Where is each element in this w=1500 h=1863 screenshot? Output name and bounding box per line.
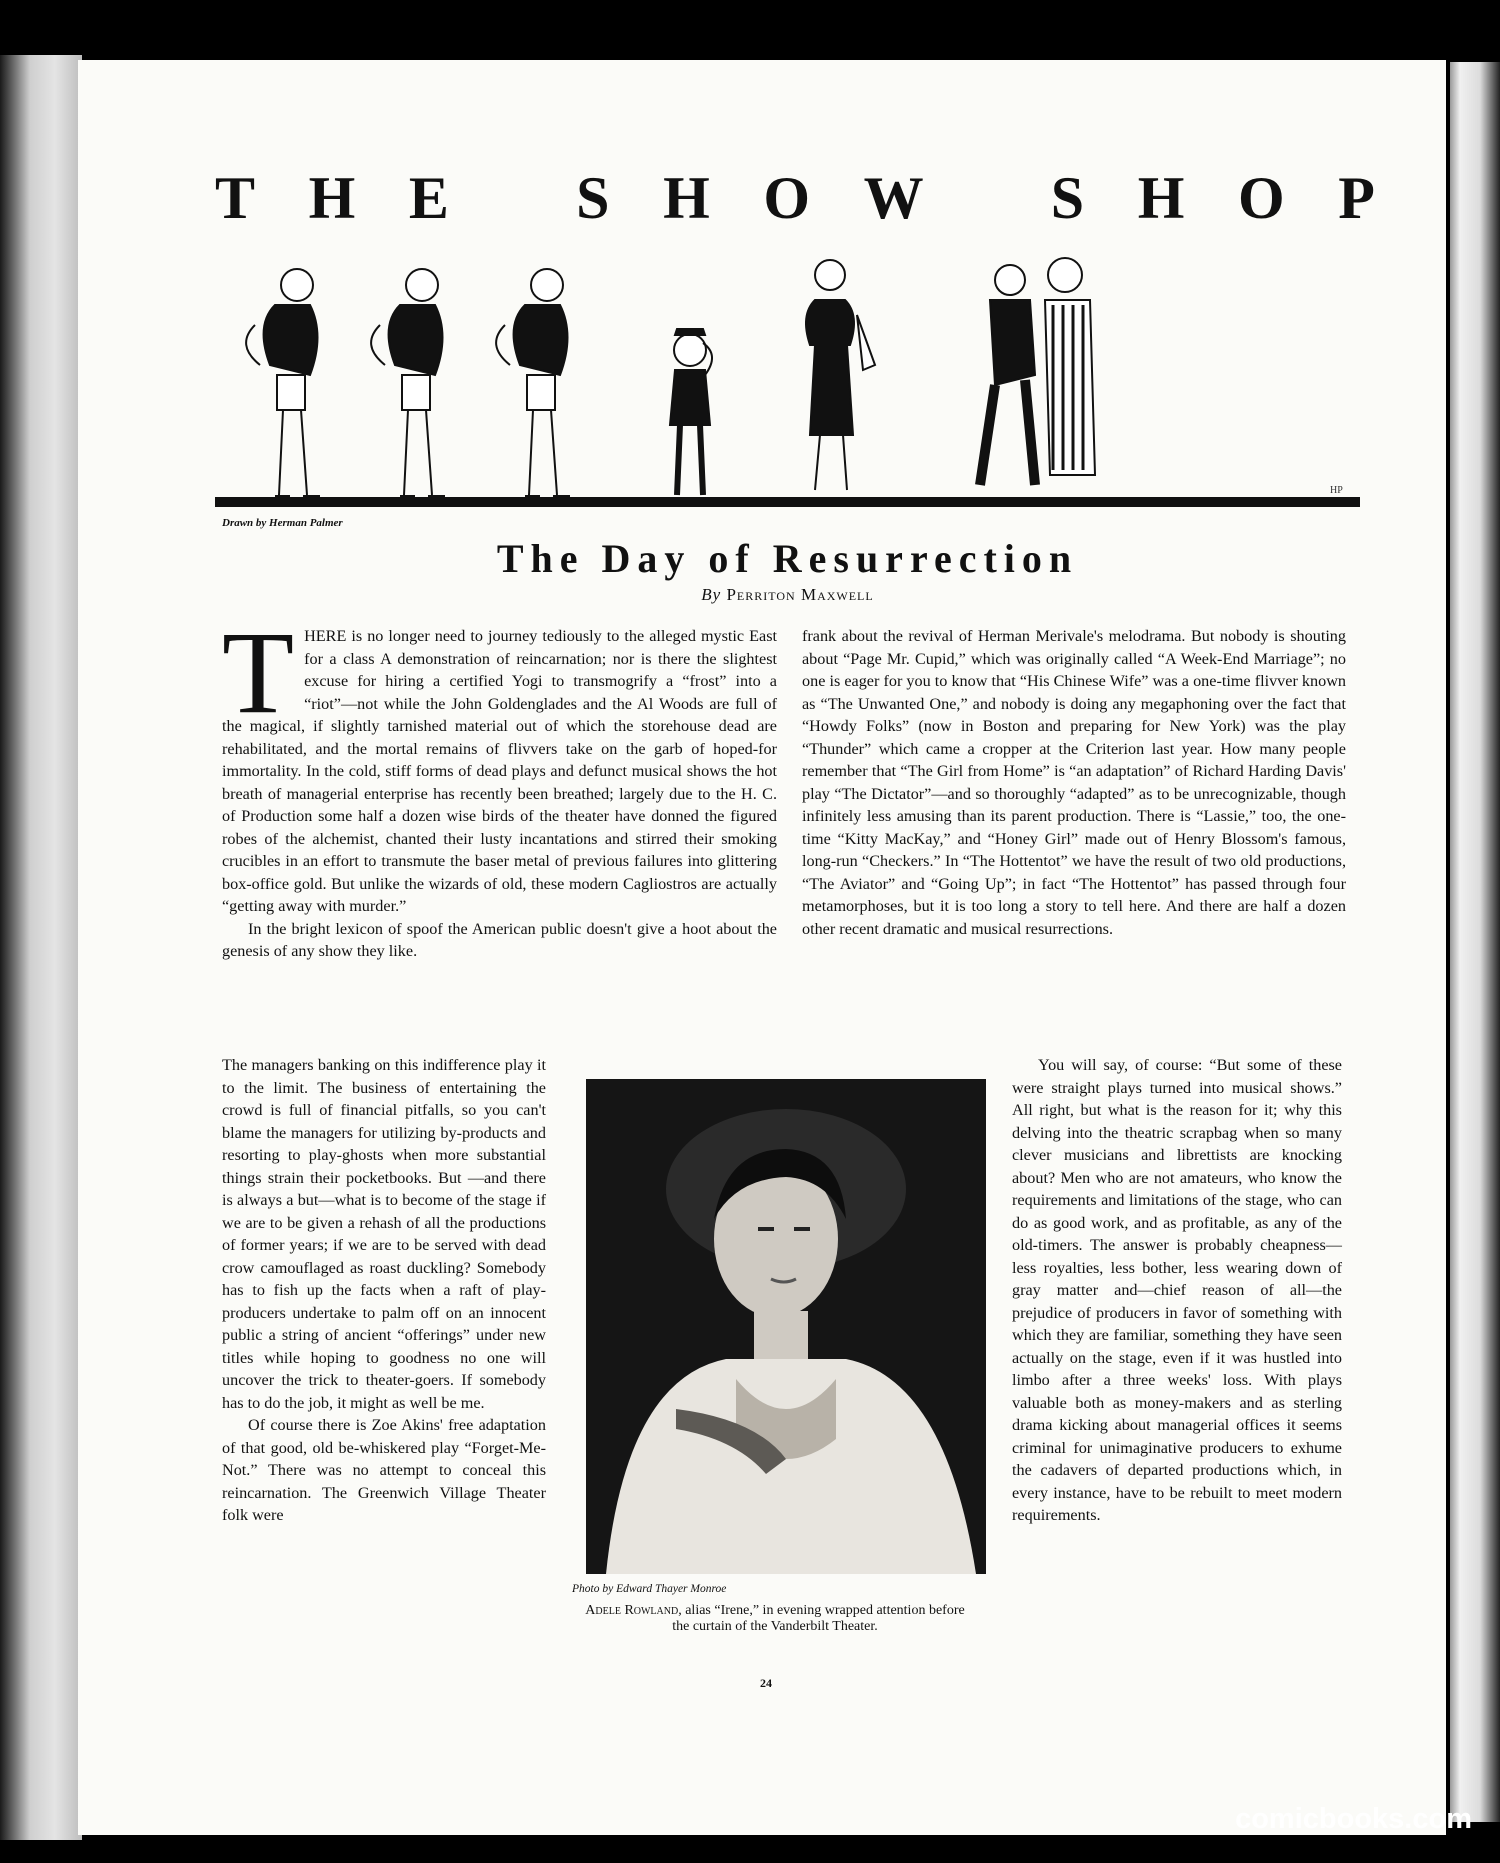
column-1-top xyxy=(222,607,777,963)
binding-left-edge xyxy=(0,55,82,1840)
column-3 xyxy=(1012,1054,1342,1527)
masthead-letter: E xyxy=(408,164,449,231)
figure-page-boy xyxy=(670,329,712,495)
portrait-photo xyxy=(586,1079,986,1574)
col1-paragraph-1: HERE is no longer need to journey tediously to the alleged mystic East for a class A demonstration of reincarnation; nor is there the slightest excuse for hiring a certified Yogi to transmogrify a “frost” into a “riot”—not while the John Goldenglades and the Al Woods are full of the magical, if slightly tarnished material out of which the storehouse dead are rehabilitated, and the mortal remains of flivvers take on the garb of hoped-for immortality. In the cold, stiff forms of dead plays and defunct musical shows the hot breath of managerial enterprise has recently been breathed; largely due to the H. C. of Production some half a dozen wise birds of the theater have donned the figured robes of the alchemist, chanted their lusty incantations and stirred their smoking crucibles in an effort to transmute the baser metal of previous failures into glittering box-office gold. But unlike the wizards of old, these modern Cagliostros are actually “getting away with murder.” xyxy=(222,627,777,915)
masthead-letter: P xyxy=(1338,164,1375,231)
masthead-letter: S xyxy=(1050,164,1085,231)
masthead-title xyxy=(215,163,1375,233)
masthead-letter: H xyxy=(1137,164,1185,231)
article-headline: The Day of Resurrection xyxy=(496,536,1079,581)
col3-paragraph-1: You will say, of course: “But some of these were straight plays turned into musical shows.” All right, but what is the reason for it; why this delving into the theatric scrapbag when so many clever musicians and librettists are knocking about? Men who are not amateurs, who know the requirements and limitations of the stage, who can do as good work, and as profitable, as any of the old-timers. The answer is probably cheapness—less royalties, less bother, less wearing down of gray matter and—chief reason of all—the prejudice of producers in favor of something with which they are familiar, something they have seen actually on the stage, even if it was hustled into limbo after a three weeks' loss. With plays valuable both as money-makers and as sterling drama kicking about managerial offices it seems criminal for unimaginative producers to exhume the cadavers of departed productions which, in every instance, have to be rebuilt to meet modern requirements. xyxy=(1012,1056,1342,1524)
binding-right-edge xyxy=(1450,62,1500,1822)
photo-caption xyxy=(580,1603,970,1635)
article-byline xyxy=(215,585,1360,605)
masthead-letter: H xyxy=(663,164,710,231)
masthead-letter: T xyxy=(215,164,256,231)
figure-woman xyxy=(806,260,875,490)
masthead-letter: O xyxy=(763,164,811,231)
illustration-signature: HP xyxy=(1330,485,1343,496)
col1b-paragraph-2: Of course there is Zoe Akins' free adaptation of that good, old be-whiskered play “Forget-Me-Not.” There was no attempt to conceal this reincarnation. The Greenwich Village Theater folk were xyxy=(222,1416,546,1524)
caption-text: alias “Irene,” in evening wrapped attention before the curtain of the Vanderbilt Theater. xyxy=(672,1603,965,1634)
figure-officer-3 xyxy=(496,269,570,497)
byline-author: Perriton Maxwell xyxy=(726,585,874,604)
watermark: comicbooks.com xyxy=(1235,1803,1472,1835)
figure-couple xyxy=(980,258,1095,485)
caption-name: Adele Rowland, xyxy=(585,1603,682,1618)
drop-cap: T xyxy=(222,607,295,738)
figure-officer-1 xyxy=(246,269,320,497)
masthead-letter: O xyxy=(1238,164,1285,231)
col1-paragraph-2: In the bright lexicon of spoof the American public doesn't give a hoot about the genesis of any show they like. xyxy=(222,919,777,960)
masthead-letter: W xyxy=(863,164,924,231)
cartoon-illustration xyxy=(215,255,1360,510)
column-1-bottom xyxy=(222,1054,546,1527)
figure-officer-2 xyxy=(371,269,445,497)
photo-credit: Photo by Edward Thayer Monroe xyxy=(572,1583,727,1595)
masthead-letter: S xyxy=(576,164,610,231)
masthead-letter: H xyxy=(308,164,356,231)
illustration-credit: Drawn by Herman Palmer xyxy=(222,517,343,529)
page-number: 24 xyxy=(760,1676,772,1690)
byline-prefix: By xyxy=(701,585,722,604)
column-2 xyxy=(802,625,1346,940)
col2-paragraph-1: frank about the revival of Herman Merivale's melodrama. But nobody is shouting about “Page Mr. Cupid,” which was originally called “A Week-End Marriage”; no one is eager for you to know that “His Chinese Wife” was a one-time flivver known as “The Unwanted One,” and nobody is doing any megaphoning over the fact that “Howdy Folks” (now in Boston and preparing for New York) was the play “Thunder” which came a cropper at the Criterion last year. How many people remember that “The Girl from Home” is “an adaptation” of Richard Harding Davis' play “The Dictator”—and so thoroughly “adapted” as to be unrecognizable, though infinitely less amusing than its parent production. There is “Lassie,” too, the one-time “Kitty MacKay,” and “Honey Girl” made out of Henry Blossom's famous, long-run “Checkers.” In “The Hottentot” we have the result of two old productions, “The Aviator” and “Going Up”; in fact “The Hottentot” has passed through four metamorphoses, but it is too long a story to tell here. And there are half a dozen other recent dramatic and musical resurrections. xyxy=(802,627,1346,938)
col1b-paragraph-1: The managers banking on this indifference play it to the limit. The business of entertaining the crowd is full of financial pitfalls, so you can't blame the managers for utilizing by-products and resorting to play-ghosts when more substantial things strain their pocketbooks. But —and there is always a but—what is to become of the stage if we are to be given a rehash of all the productions of former years; if we are to be served with dead crow camouflaged as roast duckling? Somebody has to fish up the facts when a raft of play-producers undertake to palm off on an innocent public a string of ancient “offerings” under new titles while hoping to goodness no one will uncover the trick to theater-goers. If somebody has to do the job, it might as well be me. xyxy=(222,1056,546,1412)
